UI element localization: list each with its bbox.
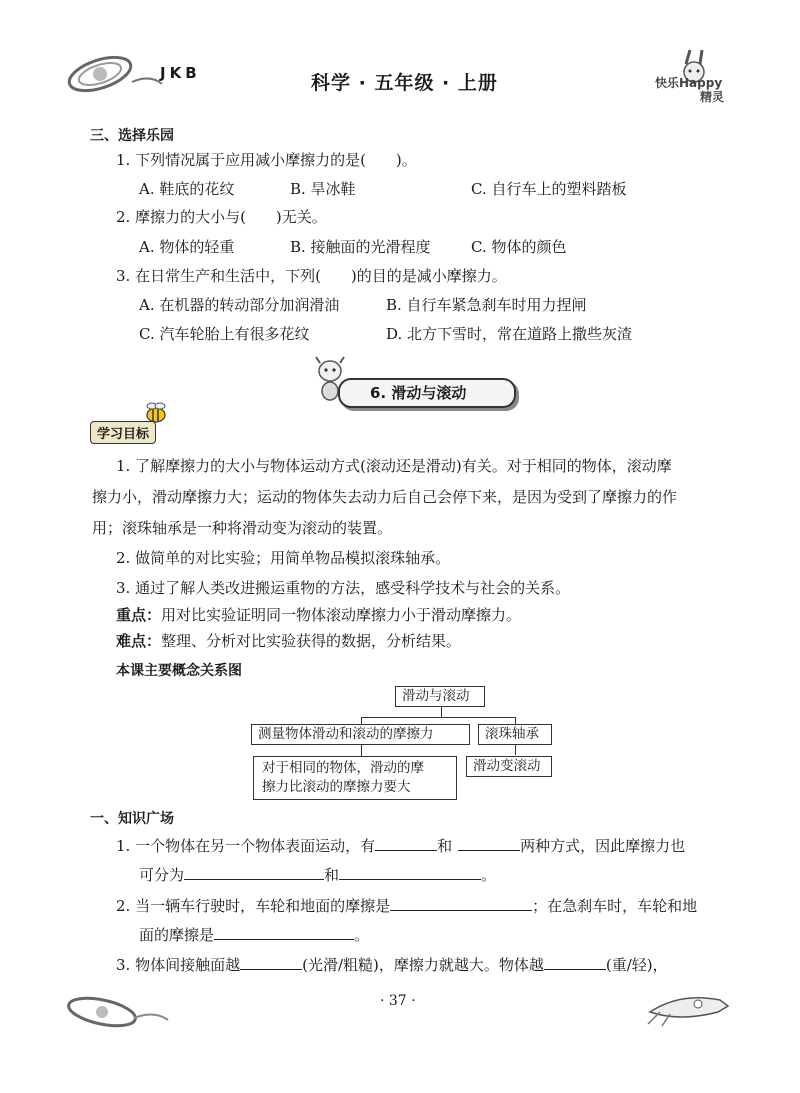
concept-left-child: [253, 756, 457, 800]
difficult-point-text: 整理、分析对比实验获得的数据，分析结果。: [161, 632, 462, 650]
logo-text-happy: 快乐Happy: [655, 76, 723, 90]
goal-3: 3. 通过了解人类改进搬运重物的方法，感受科学技术与社会的关系。: [116, 579, 571, 597]
series-label: JKB: [160, 64, 201, 82]
lesson-title: 6. 滑动与滚动: [370, 384, 467, 402]
planet-ring-logo: [62, 44, 167, 104]
fill-question-2-line-1: 2. 当一辆车行驶时，车轮和地面的摩擦是 ；在急刹车时，车轮和地: [116, 897, 698, 915]
page-header-title: 科学 · 五年级 · 上册: [311, 72, 498, 94]
blank[interactable]: [458, 836, 520, 851]
question-3-option-a: A. 在机器的转动部分加润滑油: [139, 296, 340, 314]
blank[interactable]: [184, 865, 324, 880]
concept-left-child-line-2: 擦力比滚动的摩擦力要大: [262, 779, 411, 795]
goal-1-line-1: 1. 了解摩擦力的大小与物体运动方式(滚动还是滑动)有关。对于相同的物体，滚动摩: [116, 457, 672, 475]
goal-2: 2. 做简单的对比实验；用简单物品模拟滚珠轴承。: [116, 549, 451, 567]
concept-left-child-line-1: 对于相同的物体，滑动的摩: [262, 760, 424, 776]
concept-root: 滑动与滚动: [395, 686, 485, 707]
page-number: · 37 ·: [380, 993, 416, 1009]
learning-goals-badge: 学习目标: [90, 421, 156, 444]
question-3-option-b: B. 自行车紧急刹车时用力捏闸: [386, 296, 587, 314]
section-heading-knowledge: 一、知识广场: [90, 811, 174, 827]
question-3-stem: 3. 在日常生产和生活中，下列( )的目的是减小摩擦力。: [116, 267, 507, 285]
concept-right-child: 滑动变滚动: [466, 756, 552, 777]
blank[interactable]: [544, 955, 606, 970]
question-2-option-c: C. 物体的颜色: [471, 238, 567, 256]
fill-question-1-line-1: 1. 一个物体在另一个物体表面运动，有 和 两种方式，因此摩擦力也: [116, 837, 686, 855]
blank[interactable]: [214, 925, 354, 940]
fill-question-2-line-2: 面的摩擦是 。: [139, 926, 370, 944]
goal-1-line-3: 用；滚珠轴承是一种将滑动变为滚动的装置。: [92, 519, 393, 537]
blank[interactable]: [240, 955, 302, 970]
fill-question-1-line-2: 可分为 和 。: [139, 866, 497, 884]
concept-right: 滚珠轴承: [478, 724, 552, 745]
blank[interactable]: [339, 865, 481, 880]
rocket-decoration: [640, 982, 735, 1032]
logo-text-spirit: 精灵: [700, 90, 725, 104]
key-point-text: 用对比实验证明同一物体滚动摩擦力小于滑动摩擦力。: [161, 606, 522, 624]
blank[interactable]: [375, 836, 437, 851]
question-2-option-a: A. 物体的轻重: [139, 238, 235, 256]
fill-question-3-line-1: 3. 物体间接触面越 (光滑/粗糙)，摩擦力就越大。物体越 (重/轻)，: [116, 956, 668, 974]
question-3-option-c: C. 汽车轮胎上有很多花纹: [139, 325, 310, 343]
planet-ring-decoration: [62, 990, 172, 1035]
question-1-stem: 1. 下列情况属于应用减小摩擦力的是( )。: [116, 151, 417, 169]
question-1-option-b: B. 旱冰鞋: [290, 180, 356, 198]
question-2-stem: 2. 摩擦力的大小与( )无关。: [116, 208, 327, 226]
question-1-option-a: A. 鞋底的花纹: [139, 180, 235, 198]
difficult-point-label: 难点：: [116, 632, 162, 650]
question-2-option-b: B. 接触面的光滑程度: [290, 238, 431, 256]
question-3-option-d: D. 北方下雪时，常在道路上撒些灰渣: [386, 325, 633, 343]
section-heading-choice: 三、选择乐园: [90, 128, 174, 144]
blank[interactable]: [390, 896, 532, 911]
concept-left: 测量物体滑动和滚动的摩擦力: [251, 724, 470, 745]
goal-1-line-2: 擦力小，滑动摩擦力大；运动的物体失去动力后自己会停下来，是因为受到了摩擦力的作: [92, 488, 678, 506]
concept-map-title: 本课主要概念关系图: [116, 663, 242, 679]
key-point-label: 重点：: [116, 606, 162, 624]
question-1-option-c: C. 自行车上的塑料踏板: [471, 180, 627, 198]
difficult-point: [116, 626, 461, 657]
